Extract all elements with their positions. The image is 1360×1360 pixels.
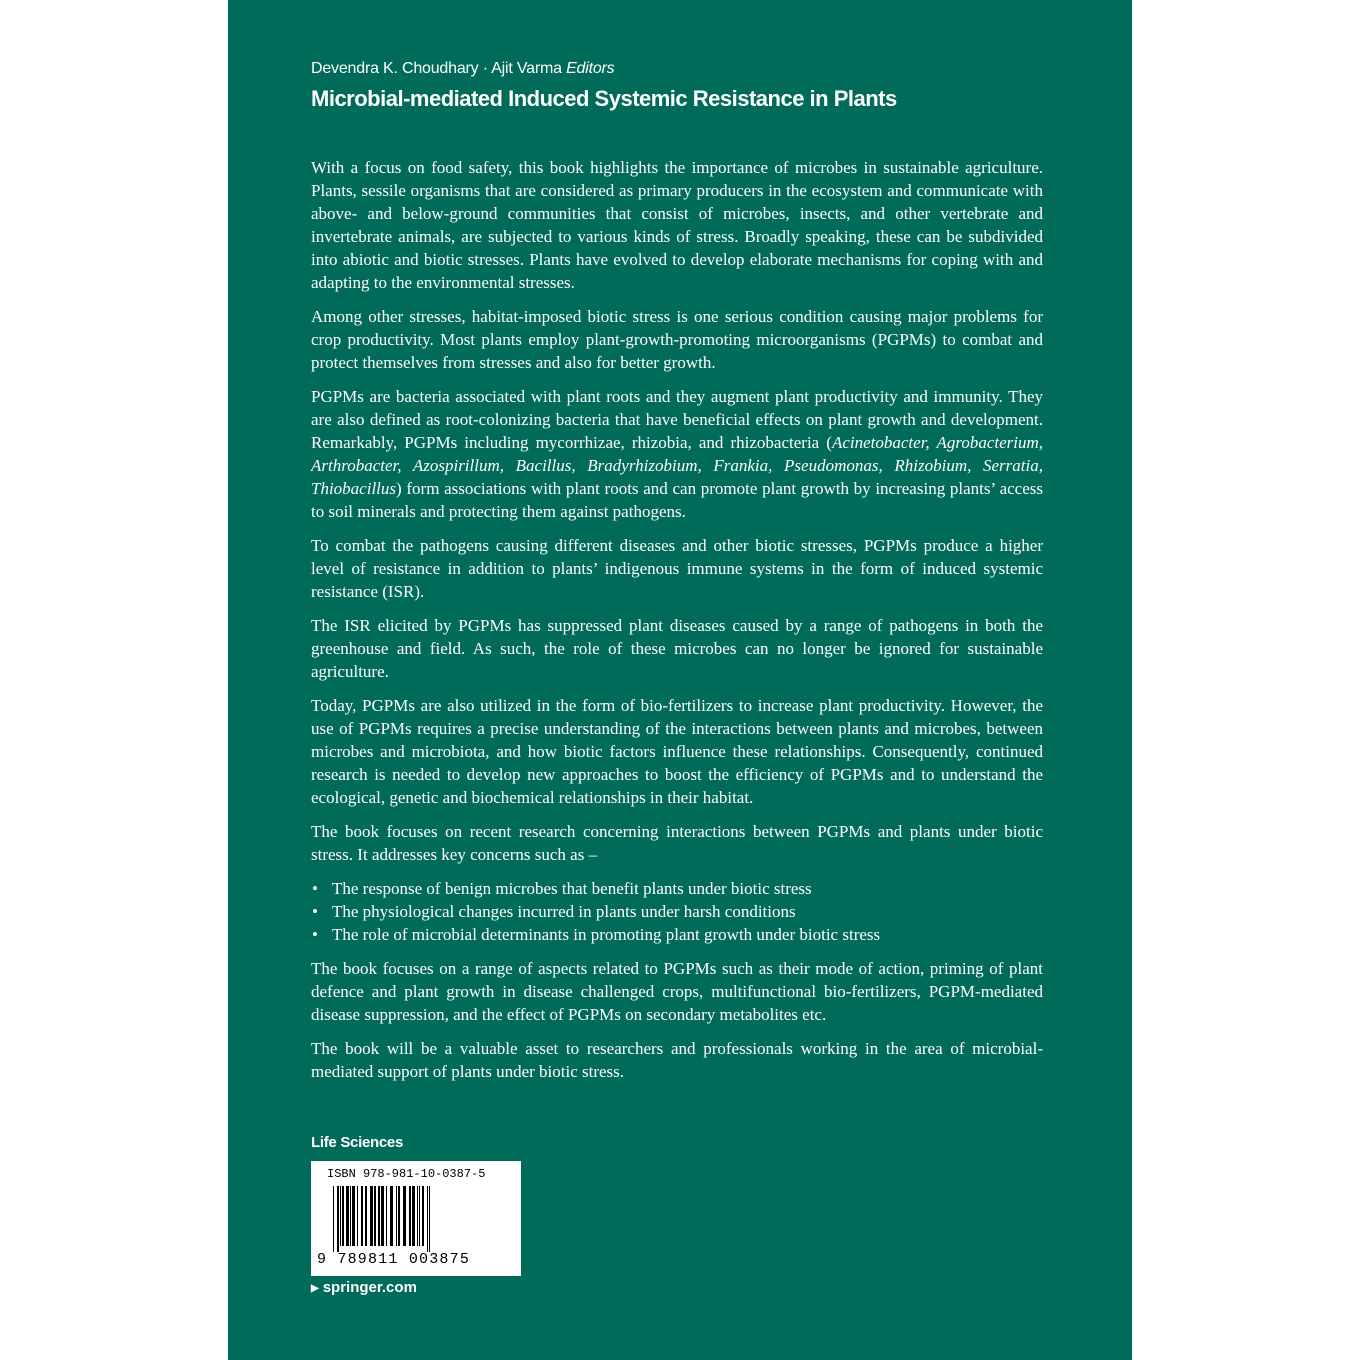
book-back-cover	[228, 0, 1132, 1360]
website-link-text: springer.com	[322, 1279, 417, 1296]
barcode-bar	[342, 1186, 344, 1246]
barcode-bar	[357, 1186, 358, 1246]
paragraph: With a focus on food safety, this book highlights the importance of microbes in sustainable agriculture. Plants, sessile organisms that are considered as primary producers in the ecosystem and communicate with above- and below-ground communities that consist of microbes, insects, and other vertebrate and invertebrate animals, are subjected to various kinds of stress. Broadly speaking, these can be subdivided into abiotic and biotic stresses. Plants have evolved to develop elaborate mechanisms for coping with and adapting to the environmental stresses.	[311, 158, 1043, 292]
ean-digits: 9 789811 003875	[317, 1251, 471, 1268]
barcode-bar	[427, 1186, 428, 1252]
list-item: • The role of microbial determinants in promoting plant growth under biotic stress	[311, 923, 1043, 946]
editors-role: Editors	[566, 60, 615, 77]
paragraph: Among other stresses, habitat-imposed biotic stress is one serious condition causing major problems for crop productivity. Most plants employ plant-growth-promoting microorganisms (PGPMs) to combat and protect themselves from stresses and also for better growth.	[311, 307, 1043, 372]
publisher-website[interactable]	[311, 1279, 417, 1296]
barcode-bar	[378, 1186, 380, 1246]
barcode-bar	[412, 1186, 415, 1246]
isbn-barcode	[311, 1161, 521, 1276]
genera-list: Acinetobacter, Agrobacterium, Arthrobacter, Azospirillum, Bacillus, Bradyrhizobium, Frankia, Pseudomonas, Rhizobium, Serratia, Thiobacillus	[311, 433, 1044, 498]
barcode-bar	[333, 1186, 334, 1252]
isbn-label: ISBN 978-981-10-0387-5	[327, 1167, 486, 1181]
barcode-bar	[340, 1186, 341, 1246]
paragraph-pgpm	[311, 385, 1043, 523]
barcode-bar	[398, 1186, 400, 1246]
paragraph: The book will be a valuable asset to researchers and professionals working in the area of microbial-mediated support of plants under biotic stress.	[311, 1039, 1043, 1081]
subject-label: Life Sciences	[311, 1134, 403, 1151]
barcode-bar	[350, 1186, 351, 1246]
paragraph: The book focuses on a range of aspects related to PGPMs such as their mode of action, priming of plant defence and plant growth in disease challenged crops, multifunctional bio-fertilizers, PGPM-mediated disease suppression, and the effect of PGPMs on secondary metabolites etc.	[311, 959, 1043, 1024]
barcode-bar	[370, 1186, 373, 1246]
list-item: • The response of benign microbes that benefit plants under biotic stress	[311, 877, 1043, 900]
barcode-bar	[365, 1186, 367, 1246]
paragraph: The ISR elicited by PGPMs has suppressed plant diseases caused by a range of pathogens in both the greenhouse and field. As such, the role of these microbes can no longer be ignored for sustainable agriculture.	[311, 616, 1043, 681]
editor-names: Devendra K. Choudhary · Ajit Varma	[311, 60, 562, 77]
paragraph: The book focuses on recent research concerning interactions between PGPMs and plants under biotic stress. It addresses key concerns such as –	[311, 822, 1043, 864]
barcode-bar	[361, 1186, 363, 1246]
barcode-bar	[419, 1186, 420, 1246]
barcode-bar	[374, 1186, 376, 1246]
list-item: • The physiological changes incurred in plants under harsh conditions	[311, 900, 1043, 923]
barcode-bar	[346, 1186, 349, 1246]
barcode-bar	[386, 1186, 387, 1246]
book-title: Microbial-mediated Induced Systemic Resistance in Plants	[311, 86, 897, 111]
barcode-bar	[409, 1186, 411, 1246]
paragraph-pgpm-end: ) form associations with plant roots and can promote plant growth by increasing plants’ access to soil minerals and protecting them against pathogens.	[311, 479, 1043, 521]
barcode-bars	[333, 1186, 503, 1252]
barcode-bar	[429, 1186, 430, 1252]
paragraph: To combat the pathogens causing different diseases and other biotic stresses, PGPMs produce a higher level of resistance in addition to plants’ indigenous immune systems in the form of induced systemic resistance (ISR).	[311, 536, 1043, 601]
barcode-bar	[381, 1186, 384, 1246]
barcode-bar	[337, 1186, 339, 1252]
barcode-bar	[352, 1186, 355, 1246]
barcode-bar	[390, 1186, 393, 1246]
editors-line	[311, 60, 614, 78]
barcode-bar	[417, 1186, 418, 1246]
key-concerns-list	[311, 877, 1043, 946]
barcode-bar	[396, 1186, 397, 1246]
barcode-bar	[422, 1186, 424, 1246]
barcode-bar	[403, 1186, 406, 1246]
paragraph: Today, PGPMs are also utilized in the form of bio-fertilizers to increase plant productivity. However, the use of PGPMs requires a precise understanding of the interactions between plants and microbes, between microbes and microbiota, and how biotic factors influence these relationships. Consequently, continued research is needed to develop new approaches to boost the efficiency of PGPMs and to understand the ecological, genetic and biochemical relationships in their habitat.	[311, 696, 1043, 807]
paragraph-pgpm-start: PGPMs are bacteria associated with plant roots and they augment plant productivity and immunity. They are also defined as root-colonizing bacteria that have beneficial effects on plant growth and development. Remarkably, PGPMs including mycorrhizae, rhizobia, and rhizobacteria (	[311, 387, 1043, 452]
blurb-text	[311, 156, 1043, 1094]
triangle-right-icon: ▶	[311, 1283, 319, 1294]
